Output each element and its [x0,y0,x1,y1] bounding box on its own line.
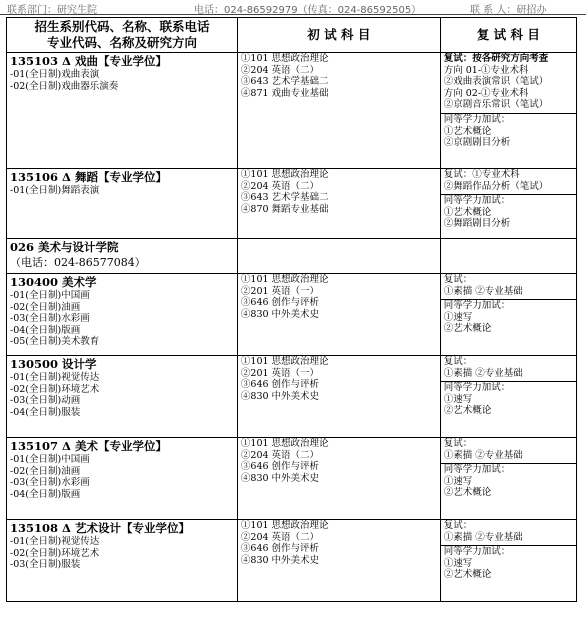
table-row [7,356,577,438]
equivalent-exam-item: ①速写 [443,475,473,487]
exam-subject: ③643 艺术学基础二 [240,76,329,88]
equivalent-exam-item: ②艺术概论 [443,487,492,499]
table-row [7,438,577,520]
equivalent-exam-item: ①艺术概论 [443,206,492,218]
equivalent-exam-block [441,194,576,230]
equivalent-exam-block [441,463,576,499]
exam-subject: ④830 中外美术史 [240,472,320,484]
program-cell [7,356,238,438]
retest-item: 方向 01-①专业术科 [443,64,529,76]
retest-item: 复试： [443,438,473,449]
program-cell [7,274,238,356]
research-direction: -04(全日制)版画 [10,324,81,336]
table-body [7,53,577,602]
equivalent-exam-item: ②艺术概论 [443,323,492,335]
header-divider [0,14,586,15]
col-header-program [7,18,238,53]
research-direction: -02(全日制)油画 [10,301,81,313]
equivalent-exam-item: 同等学力加试： [443,382,511,394]
equivalent-exam-block [441,299,576,335]
program-cell [7,438,238,520]
retest-block [444,53,573,113]
exam-subject: ①101 思想政治理论 [240,520,329,531]
research-direction: -01(全日制)视觉传达 [10,536,100,547]
program-cell [7,520,238,602]
equivalent-exam-item: ①速写 [443,311,473,323]
retest-item: ①素描 ②专业基础 [443,449,523,461]
table-row [7,53,577,169]
exam-subject: ②201 英语（一） [240,367,320,379]
research-direction: -03(全日制)水彩画 [10,313,90,325]
major-title: 130400 美术学 [10,275,97,289]
retest-item: 复试： [443,520,473,531]
research-direction: -01(全日制)中国画 [10,454,90,465]
admissions-table [6,17,577,602]
contact-dept: 联系部门：研究生院 [7,5,97,16]
col-header-program-line1: 招生系别代码、名称、联系电话 [34,19,210,34]
equivalent-exam-item: ②艺术概论 [443,569,492,581]
exam-subject: ②204 英语（二） [240,64,320,76]
department-name: 026 美术与设计学院 [10,240,119,254]
equivalent-exam-item: 同等学力加试： [443,546,511,558]
equivalent-exam-item: ②京剧剧目分析 [443,137,511,149]
retest-block [444,274,573,299]
major-title: 130500 设计学 [10,357,97,371]
col-header-retest: 复 试 科 目 [440,18,576,53]
initial-exam-cell [237,438,440,520]
retest-cell [440,520,576,602]
exam-subject: ④830 中外美术史 [240,308,320,320]
retest-item: ①素描 ②专业基础 [443,367,523,379]
research-direction: -04(全日制)版画 [10,488,81,500]
retest-cell [440,274,576,356]
retest-item: 复试：按各研究方向考查 [443,53,549,64]
equivalent-exam-block [441,381,576,417]
retest-item: 方向 02-①专业术科 [443,87,529,99]
table-row [7,239,577,274]
retest-cell [440,169,576,239]
research-direction: -04(全日制)服装 [10,406,81,418]
major-title: 135103 Δ 戏曲【专业学位】 [10,54,167,68]
exam-subject: ④871 戏曲专业基础 [240,87,329,99]
equivalent-exam-item: ②艺术概论 [443,405,492,417]
research-direction: -01(全日制)中国画 [10,290,90,301]
research-direction: -01(全日制)视觉传达 [10,372,100,383]
table-row [7,520,577,602]
equivalent-exam-item: ①艺术概论 [443,125,492,137]
retest-block [444,356,573,381]
contact-phone: 电话：024-86592979（传真：024-86592505） [194,5,422,16]
exam-subject: ①101 思想政治理论 [240,274,329,285]
col-header-program-line2: 专业代码、名称及研究方向 [46,35,197,50]
equivalent-exam-item: ②舞蹈剧目分析 [443,218,511,230]
initial-exam-cell [237,53,440,169]
retest-block [444,520,573,545]
exam-subject: ①101 思想政治理论 [240,438,329,449]
exam-subject: ④830 中外美术史 [240,554,320,566]
equivalent-exam-item: ①速写 [443,393,473,405]
table-header-row [7,18,577,53]
research-direction: -03(全日制)服装 [10,559,81,571]
exam-subject: ①101 思想政治理论 [240,169,329,180]
retest-item: ①素描 ②专业基础 [443,285,523,297]
retest-block [444,438,573,463]
retest-item: ②京剧音乐常识（笔试） [443,99,549,111]
program-cell [7,169,238,239]
major-title: 135106 Δ 舞蹈【专业学位】 [10,170,167,184]
retest-item: ①素描 ②专业基础 [443,531,523,543]
exam-subject: ①101 思想政治理论 [240,356,329,367]
retest-item: 复试：①专业术科 [443,169,520,180]
contact-person: 联 系 人：研招办 [470,5,547,16]
initial-exam-cell [237,274,440,356]
retest-item: ②戏曲表演常识（笔试） [443,76,549,88]
research-direction: -03(全日制)水彩画 [10,477,90,489]
program-cell [7,239,238,274]
exam-subject: ③646 创作与评析 [240,379,320,391]
retest-cell [440,438,576,520]
research-direction: -05(全日制)美术教育 [10,336,100,348]
retest-cell [440,239,576,274]
exam-subject: ②201 英语（一） [240,285,320,297]
col-header-initial-exam: 初 试 科 目 [237,18,440,53]
initial-exam-cell [237,239,440,274]
retest-cell [440,356,576,438]
research-direction: -02(全日制)油画 [10,465,81,477]
retest-item: 复试： [443,274,473,285]
equivalent-exam-item: 同等学力加试： [443,464,511,476]
program-cell [7,53,238,169]
research-direction: -02(全日制)环境艺术 [10,547,100,559]
table-row [7,274,577,356]
equivalent-exam-item: 同等学力加试： [443,195,511,207]
table-row [7,169,577,239]
initial-exam-cell [237,520,440,602]
research-direction: -01(全日制)戏曲表演 [10,69,100,80]
exam-subject: ②204 英语（二） [240,531,320,543]
exam-subject: ④870 舞蹈专业基础 [240,203,329,215]
equivalent-exam-block [441,113,576,149]
equivalent-exam-block [441,545,576,581]
retest-block [444,169,573,194]
exam-subject: ②204 英语（二） [240,180,320,192]
research-direction: -01(全日制)舞蹈表演 [10,185,100,196]
exam-subject: ③646 创作与评析 [240,543,320,555]
exam-subject: ④830 中外美术史 [240,390,320,402]
retest-item: ②舞蹈作品分析（笔试） [443,180,549,192]
initial-exam-cell [237,169,440,239]
research-direction: -02(全日制)环境艺术 [10,383,100,395]
research-direction: -03(全日制)动画 [10,395,81,407]
initial-exam-cell [237,356,440,438]
page-header [0,0,586,14]
major-title: 135107 Δ 美术【专业学位】 [10,439,167,453]
equivalent-exam-item: 同等学力加试： [443,300,511,312]
equivalent-exam-item: ①速写 [443,557,473,569]
exam-subject: ①101 思想政治理论 [240,53,329,64]
retest-item: 复试： [443,356,473,367]
exam-subject: ③646 创作与评析 [240,297,320,309]
department-phone: （电话：024-86577084） [10,256,146,269]
research-direction: -02(全日制)戏曲器乐演奏 [10,80,119,92]
major-title: 135108 Δ 艺术设计【专业学位】 [10,521,190,535]
exam-subject: ③646 创作与评析 [240,461,320,473]
exam-subject: ③643 艺术学基础二 [240,192,329,204]
exam-subject: ②204 英语（二） [240,449,320,461]
equivalent-exam-item: 同等学力加试： [443,113,511,125]
retest-cell [440,53,576,169]
